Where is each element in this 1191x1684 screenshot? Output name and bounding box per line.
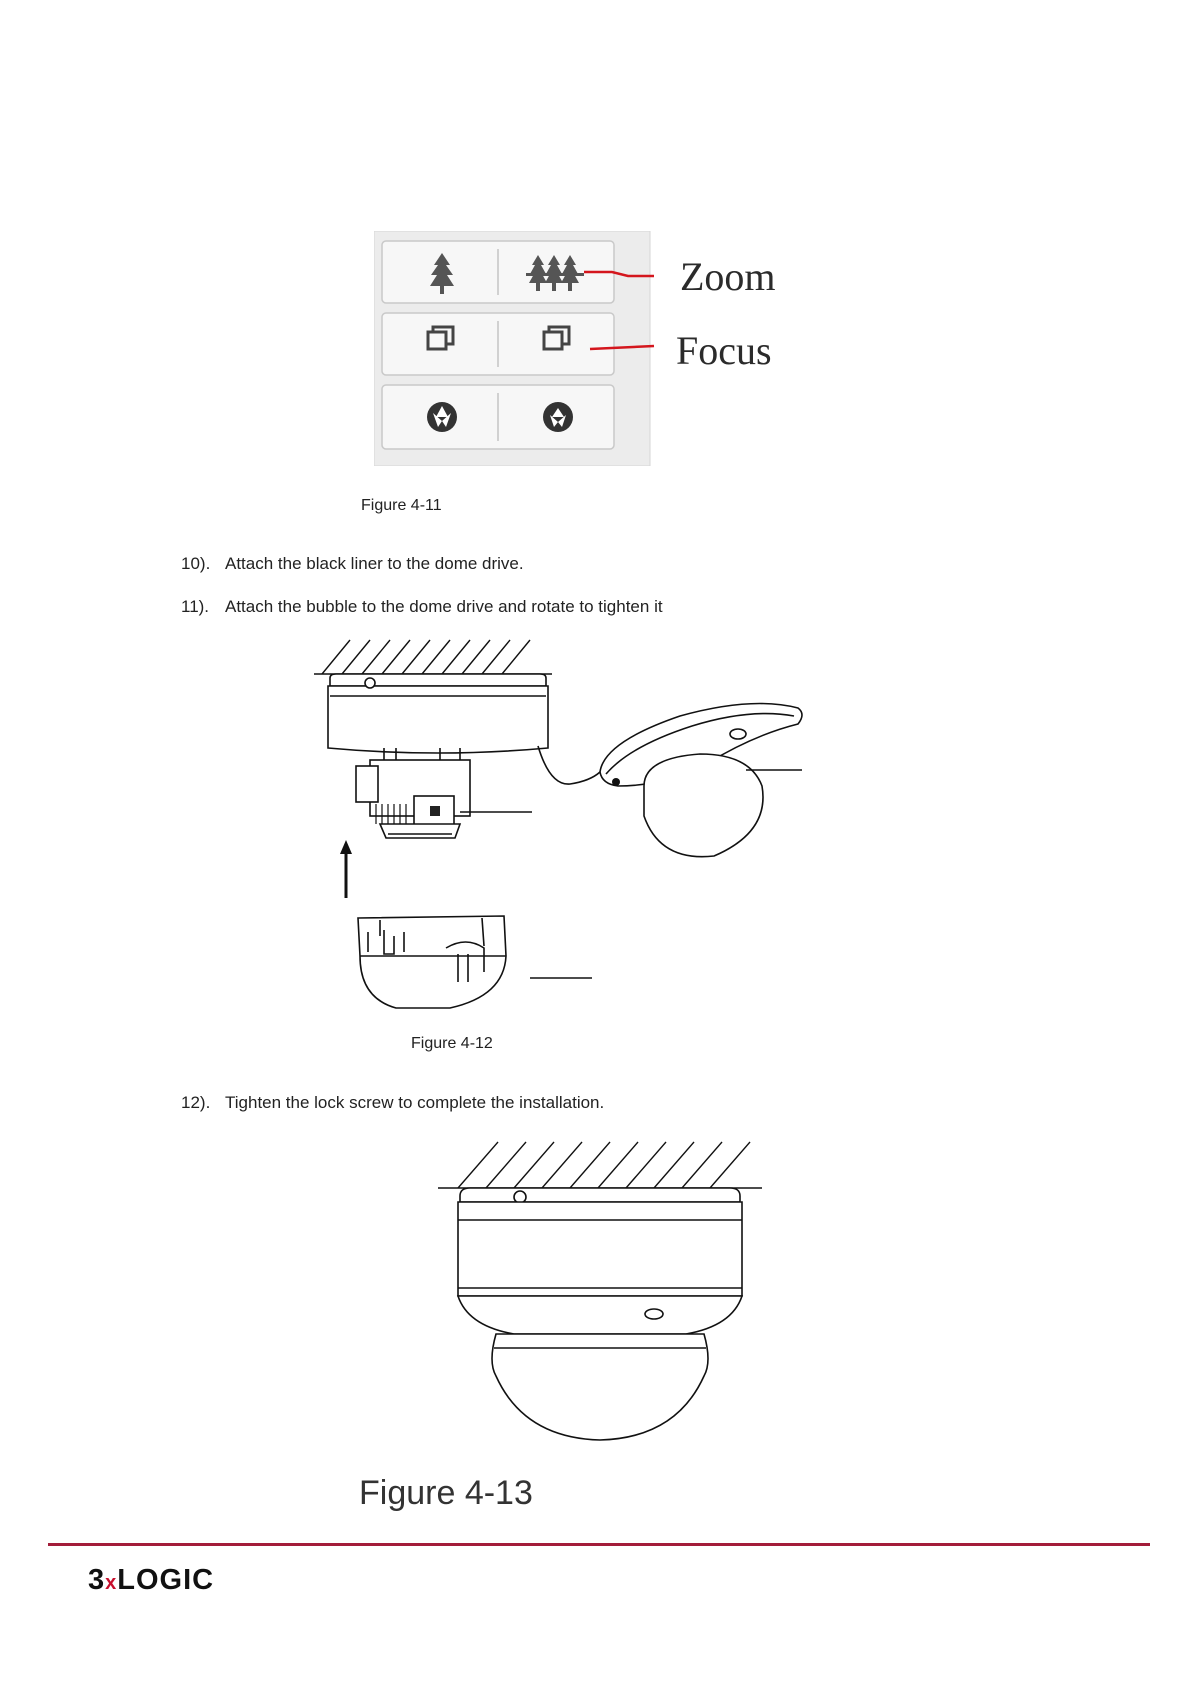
assembled-dome-illustration [436,1136,766,1446]
step-11 [181,597,663,617]
step-text: Attach the black liner to the dome drive. [225,554,524,573]
footer-rule [48,1543,1150,1546]
dome-bubble [600,704,802,857]
bubble-screw-icon [730,729,746,739]
step-number: 10). [181,554,211,573]
brand-x: x [105,1572,118,1594]
black-liner [358,916,592,1008]
dome-assembly-illustration [300,636,840,1016]
step-number: 12). [181,1093,211,1112]
focus-button-row[interactable] [382,313,614,375]
step-number: 11). [181,597,210,616]
step-text: Attach the bubble to the dome drive and rotate to tighten it [225,597,663,616]
focus-label: Focus [676,328,772,373]
up-arrow-icon [340,840,352,898]
step-12 [181,1093,604,1113]
step-text: Tighten the lock screw to complete the installation. [225,1093,605,1112]
camera-housing [458,1188,742,1440]
brand-prefix: 3 [88,1564,106,1596]
zoom-label: Zoom [680,254,776,299]
ceiling-hatching [438,1142,762,1188]
figure-4-12-caption: Figure 4-12 [411,1035,493,1052]
mounting-base [328,674,548,753]
zoom-button-row[interactable] [382,241,614,303]
iris-button-row[interactable] [382,385,614,449]
figure-4-13 [436,1136,766,1446]
brand-suffix: LOGIC [117,1564,215,1596]
camera-module [356,748,532,838]
step-10 [181,554,524,574]
figure-4-11 [374,231,794,466]
lock-screw-icon [365,678,375,688]
iris-close-icon[interactable] [543,402,573,432]
lock-screw-icon [514,1191,526,1203]
figure-4-12 [300,636,840,1016]
ceiling-hatching [314,640,552,674]
figure-4-11-caption: Figure 4-11 [361,497,442,514]
figure-4-13-caption: Figure 4-13 [359,1474,533,1512]
iris-open-icon[interactable] [427,402,457,432]
brand-logo [88,1564,214,1597]
